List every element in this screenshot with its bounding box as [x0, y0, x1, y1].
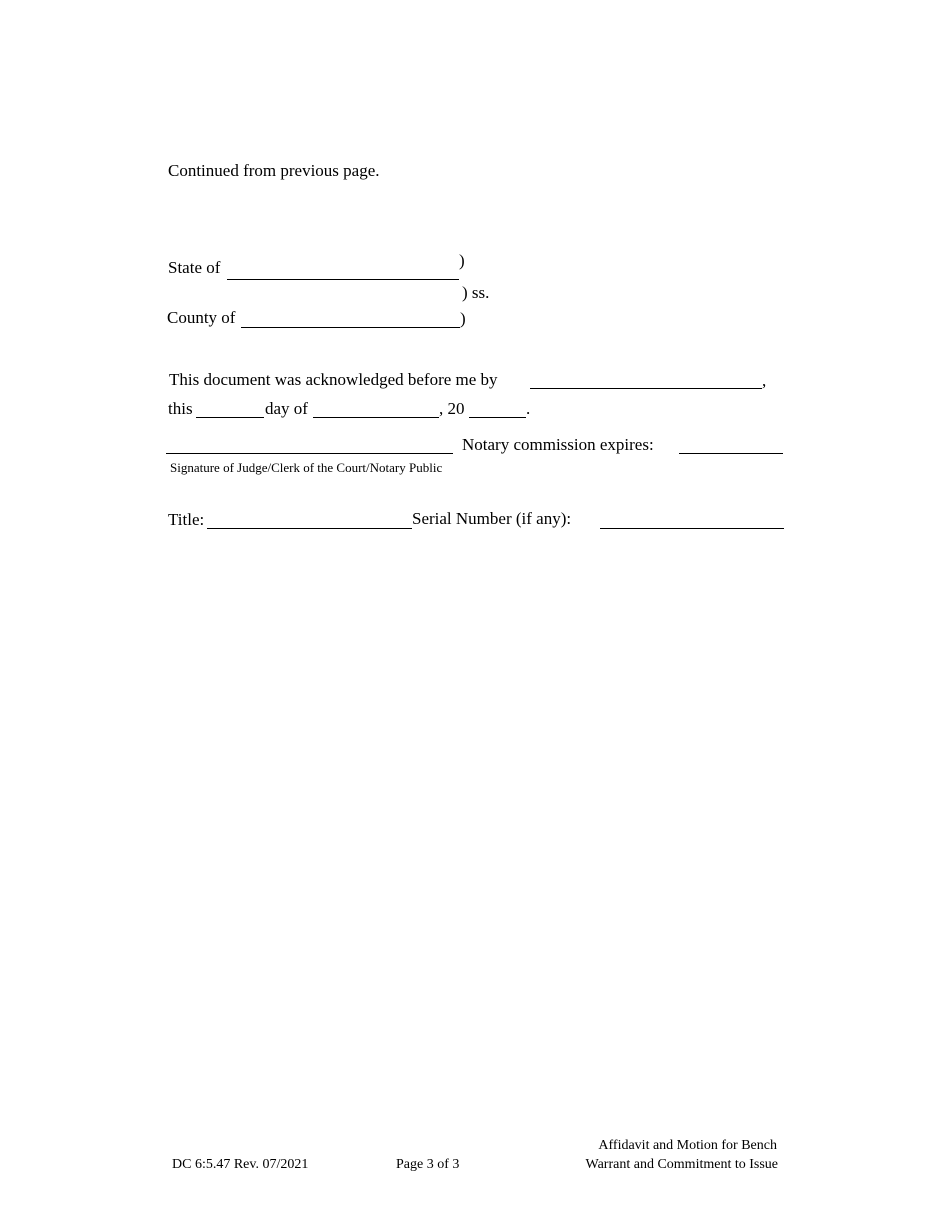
month-field[interactable]: [313, 417, 439, 418]
state-label: State of: [168, 258, 221, 277]
title-label: Title:: [168, 510, 205, 529]
page-number: Page 3 of 3: [396, 1157, 460, 1172]
title-field[interactable]: [207, 528, 412, 529]
signature-caption: Signature of Judge/Clerk of the Court/Notary Public: [170, 460, 443, 475]
form-id: DC 6:5.47 Rev. 07/2021: [172, 1157, 309, 1172]
notary-expires-label: Notary commission expires:: [462, 435, 654, 454]
day-field[interactable]: [196, 417, 264, 418]
this-label: this: [168, 399, 193, 418]
comma: ,: [762, 371, 767, 390]
doc-title-line2: Warrant and Commitment to Issue: [585, 1157, 778, 1172]
county-field[interactable]: [241, 327, 460, 328]
acknowledged-by-field[interactable]: [530, 388, 762, 389]
ss-label: ) ss.: [462, 283, 490, 302]
day-of-label: day of: [265, 399, 308, 418]
notary-expires-field[interactable]: [679, 453, 783, 454]
doc-title-line1: Affidavit and Motion for Bench: [598, 1138, 777, 1153]
year-prefix: , 20: [439, 399, 465, 418]
period: .: [526, 399, 531, 418]
continued-note: Continued from previous page.: [168, 161, 380, 180]
paren-2: ): [460, 309, 466, 328]
year-field[interactable]: [469, 417, 526, 418]
county-label: County of: [167, 308, 236, 327]
serial-field[interactable]: [600, 528, 784, 529]
state-field[interactable]: [227, 279, 459, 280]
serial-label: Serial Number (if any):: [412, 509, 572, 528]
signature-line[interactable]: [166, 453, 453, 454]
acknowledged-text: This document was acknowledged before me by: [169, 370, 498, 389]
paren-1: ): [459, 251, 465, 270]
